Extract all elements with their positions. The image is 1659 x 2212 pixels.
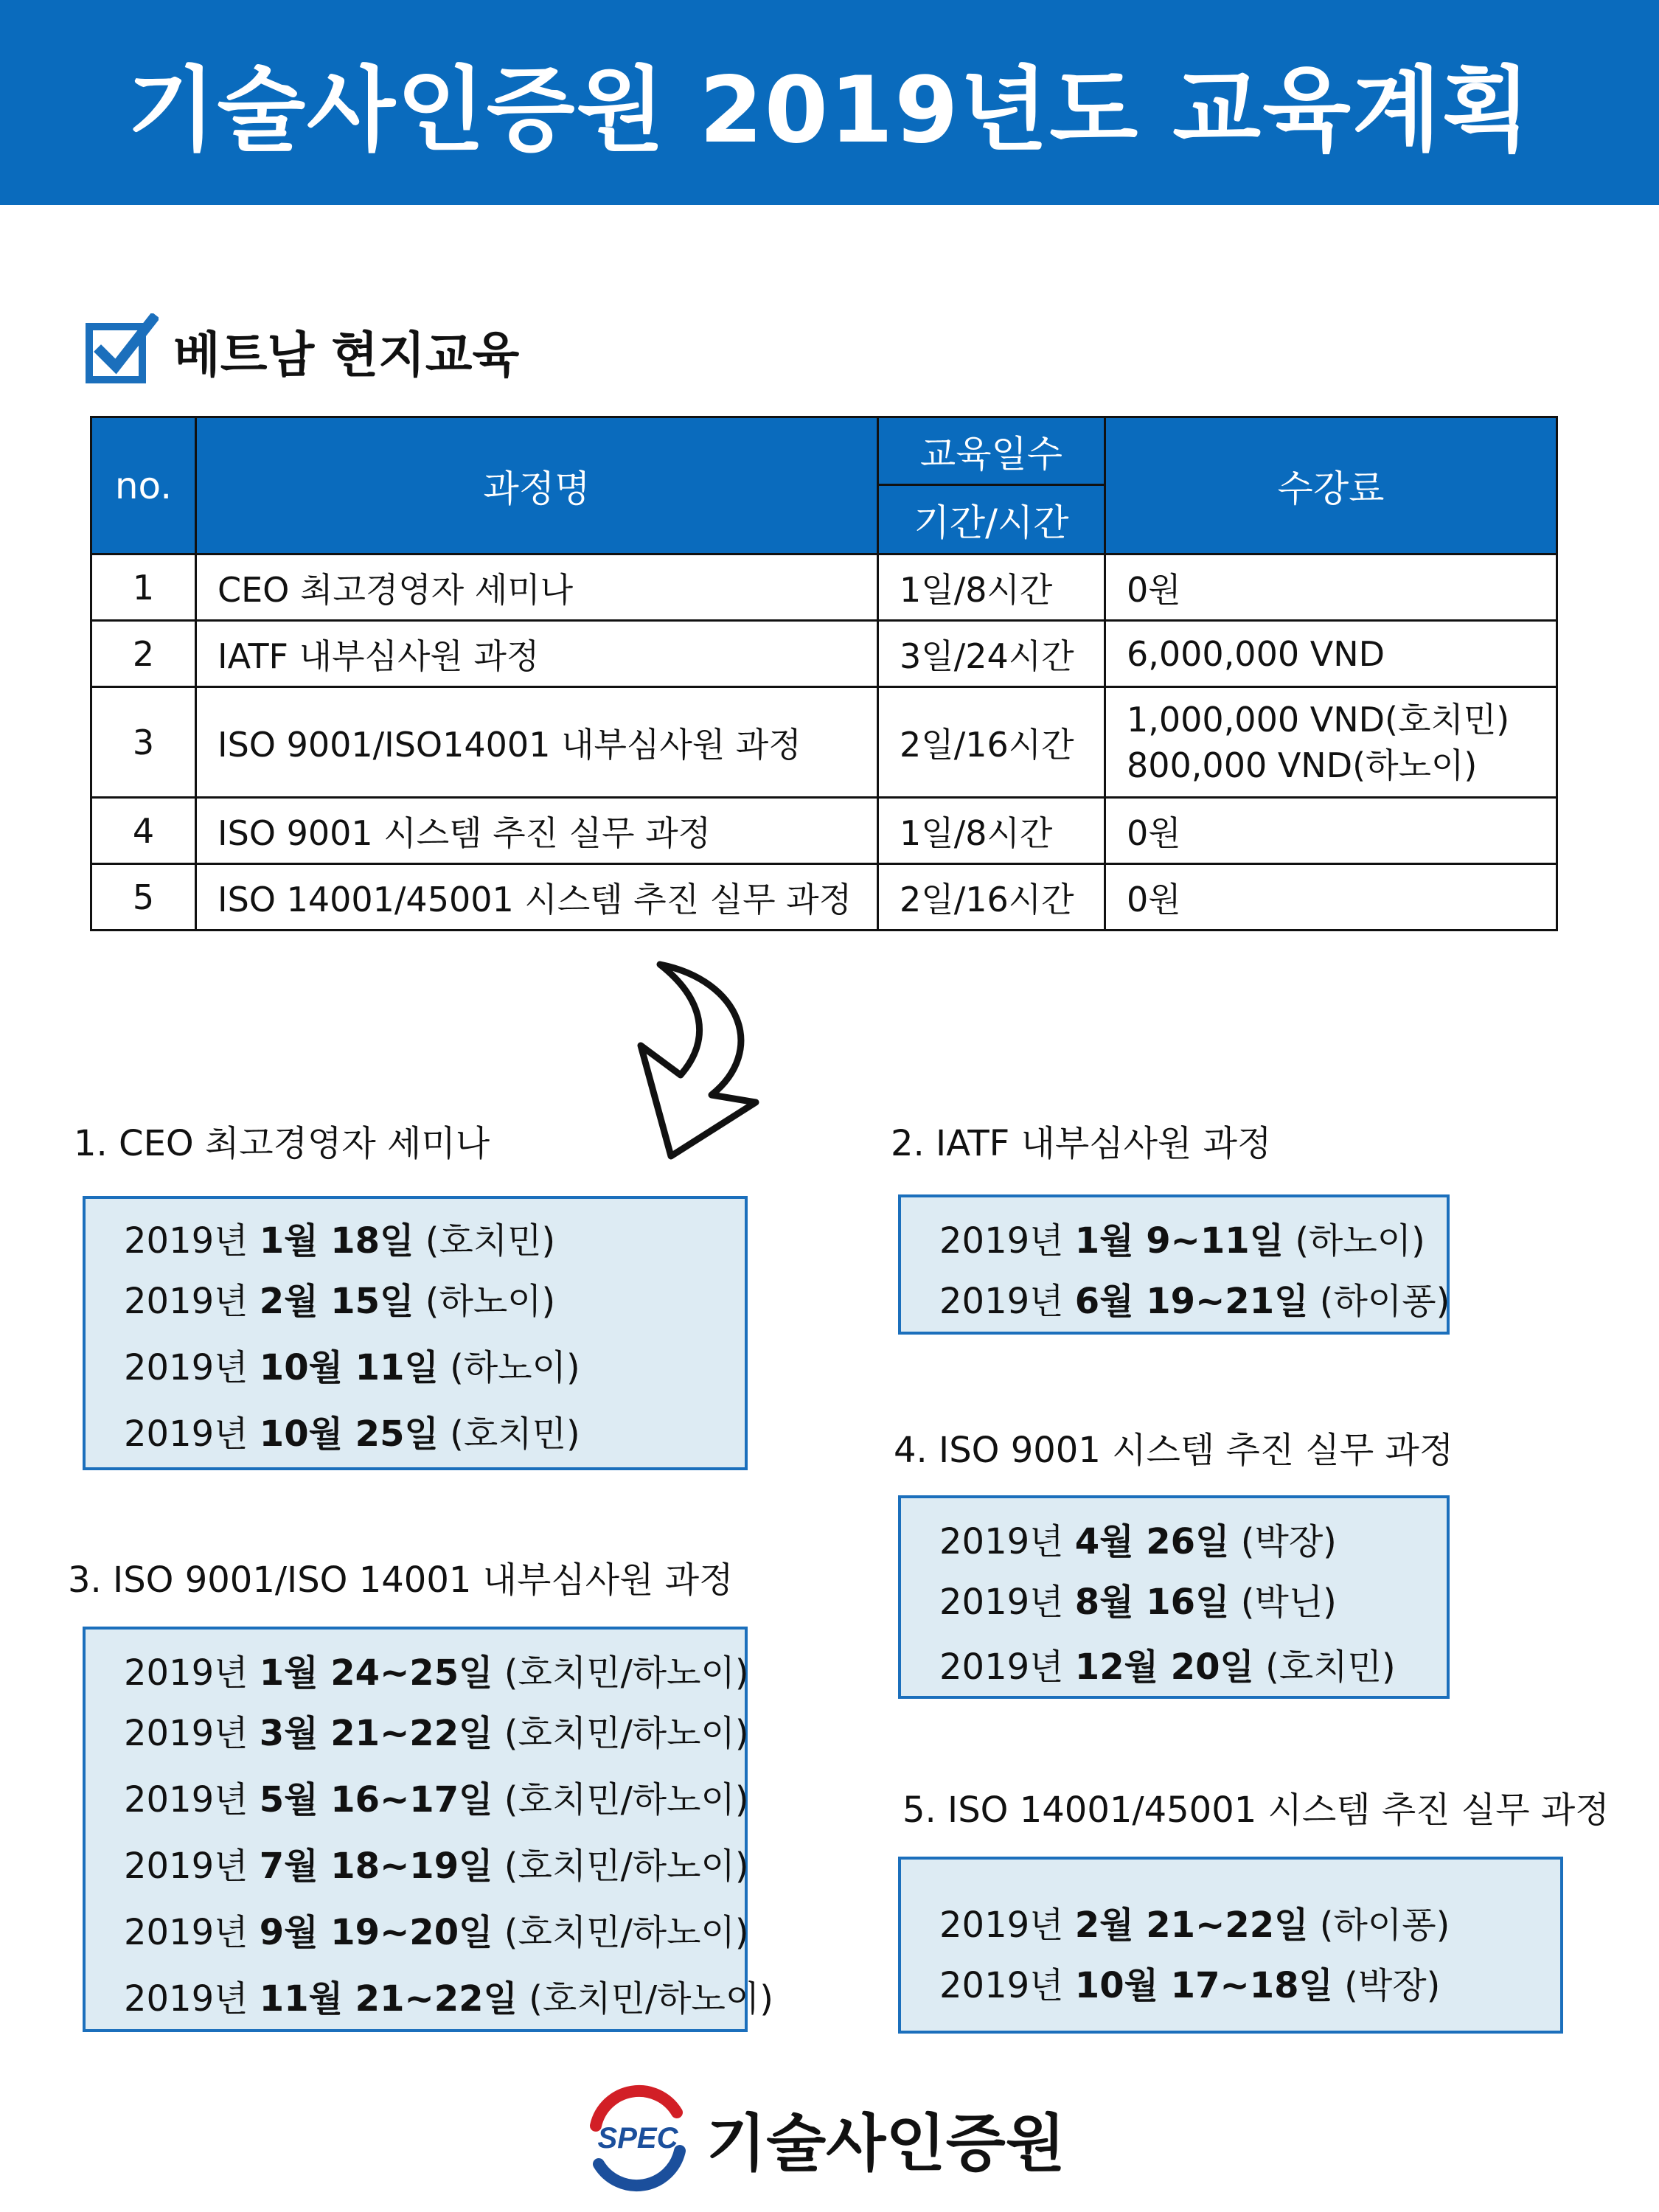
entry-year: 2019년 [124,1413,248,1455]
schedule-entry [939,1638,1396,1689]
entry-place: (호치민) [1265,1646,1396,1688]
entry-year: 2019년 [124,1912,248,1953]
schedule-entry [124,1273,555,1324]
entry-date: 9월 19~20일 [259,1912,493,1953]
row-duration: 1일/8시간 [878,798,1105,864]
row-fee [1105,687,1557,798]
table-row [91,687,1557,798]
schedule-entry [124,1339,580,1390]
row-duration: 1일/8시간 [878,554,1105,621]
row-course: CEO 최고경영자 세미나 [196,554,878,621]
section-heading [85,313,519,387]
entry-year: 2019년 [124,1713,248,1754]
header-days-group: 교육일수 [878,417,1105,485]
schedule-entry [939,1212,1425,1263]
entry-place: (호치민) [450,1413,580,1455]
entry-year: 2019년 [124,1779,248,1820]
entry-place: (호치민/하노이) [504,1846,749,1887]
schedule-title: 1. CEO 최고경영자 세미나 [74,1123,490,1164]
entry-date: 10월 11일 [259,1347,439,1388]
entry-date: 8월 16일 [1074,1582,1230,1623]
row-duration: 2일/16시간 [878,864,1105,931]
checkbox-checked-icon [85,313,159,387]
entry-date: 4월 26일 [1074,1521,1230,1562]
entry-year: 2019년 [124,1846,248,1887]
entry-date: 2월 15일 [259,1281,414,1322]
schedule-entry [939,1896,1450,1947]
header-days-sub: 기간/시간 [878,485,1105,554]
schedule-entry [124,1644,749,1695]
row-course: IATF 내부심사원 과정 [196,621,878,687]
entry-year: 2019년 [939,1965,1064,2006]
entry-place: (하노이) [1295,1220,1425,1262]
schedule-box [898,1857,1563,2034]
entry-year: 2019년 [124,1281,248,1322]
schedule-box [83,1627,773,2032]
entry-year: 2019년 [124,1220,248,1262]
entry-date: 11월 21~22일 [259,1978,518,2020]
row-no: 5 [91,864,196,931]
schedule-entry [939,1573,1337,1624]
row-fee: 0원 [1105,798,1557,864]
entry-date: 10월 25일 [259,1413,439,1455]
table-row [91,554,1557,621]
entry-date: 5월 16~17일 [259,1779,493,1820]
curved-down-arrow-icon [630,959,778,1161]
entry-date: 1월 24~25일 [259,1652,493,1694]
entry-place: (호치민/하노이) [504,1912,749,1953]
entry-date: 12월 20일 [1074,1646,1254,1688]
entry-place: (호치민/하노이) [504,1779,749,1820]
entry-year: 2019년 [939,1521,1064,1562]
entry-place: (박닌) [1240,1582,1337,1623]
row-fee: 0원 [1105,864,1557,931]
header-fee: 수강료 [1105,417,1557,554]
schedule-box [83,1196,748,1470]
row-no: 1 [91,554,196,621]
spec-logo-icon [582,2083,693,2194]
row-no: 2 [91,621,196,687]
schedule-entry [124,1904,749,1955]
row-fee-line: 800,000 VND(하노이) [1127,745,1478,785]
section-title: 베트남 현지교육 [173,326,520,383]
logo-text: 기술사인증원 [706,2107,1065,2180]
logo-mark-text: SPEC [597,2122,678,2154]
entry-place: (하노이) [450,1347,580,1388]
table-row [91,621,1557,687]
row-course: ISO 9001/ISO14001 내부심사원 과정 [196,687,878,798]
row-no: 3 [91,687,196,798]
entry-year: 2019년 [939,1281,1064,1322]
entry-date: 10월 17~18일 [1074,1965,1333,2006]
entry-place: (박장) [1344,1965,1441,2006]
schedule-box [898,1194,1450,1335]
entry-date: 3월 21~22일 [259,1713,493,1754]
entry-year: 2019년 [939,1646,1064,1688]
schedule-entry [939,1273,1450,1324]
schedule-title: 3. ISO 9001/ISO 14001 내부심사원 과정 [68,1559,734,1601]
entry-year: 2019년 [124,1652,248,1694]
entry-place: (하노이) [425,1281,556,1322]
entry-place: (호치민) [425,1220,556,1262]
schedule-entry [124,1837,749,1888]
entry-date: 2월 21~22일 [1074,1905,1309,1946]
entry-place: (하이퐁) [1319,1281,1450,1322]
table-row [91,864,1557,931]
entry-date: 7월 18~19일 [259,1846,493,1887]
row-duration: 3일/24시간 [878,621,1105,687]
schedule-entry [939,1513,1337,1564]
row-duration: 2일/16시간 [878,687,1105,798]
schedule-entry [124,1405,580,1456]
row-course: ISO 14001/45001 시스템 추진 실무 과정 [196,864,878,931]
schedule-entry [124,1970,773,2021]
table-row [91,798,1557,864]
entry-place: (호치민/하노이) [504,1652,749,1694]
entry-year: 2019년 [939,1582,1064,1623]
schedule-title: 2. IATF 내부심사원 과정 [891,1123,1272,1164]
header-no: no. [91,417,196,554]
entry-date: 1월 18일 [259,1220,414,1262]
row-no: 4 [91,798,196,864]
entry-place: (호치민/하노이) [529,1978,773,2020]
schedule-title: 5. ISO 14001/45001 시스템 추진 실무 과정 [902,1790,1610,1831]
row-course: ISO 9001 시스템 추진 실무 과정 [196,798,878,864]
schedule-box [898,1495,1450,1699]
schedule-entry [124,1212,555,1263]
schedule-title: 4. ISO 9001 시스템 추진 실무 과정 [894,1430,1454,1471]
schedule-entry [939,1957,1440,2008]
entry-place: (호치민/하노이) [504,1713,749,1754]
schedule-entry [124,1771,749,1822]
entry-year: 2019년 [124,1978,248,2020]
row-fee: 0원 [1105,554,1557,621]
entry-year: 2019년 [939,1220,1064,1262]
entry-year: 2019년 [939,1905,1064,1946]
entry-place: (하이퐁) [1319,1905,1450,1946]
entry-place: (박장) [1240,1521,1337,1562]
header-banner [0,0,1659,205]
entry-date: 1월 9~11일 [1074,1220,1284,1262]
schedule-entry [124,1705,749,1756]
entry-date: 6월 19~21일 [1074,1281,1309,1322]
header-course: 과정명 [196,417,878,554]
page-title: 기술사인증원 2019년도 교육계획 [127,58,1532,164]
entry-year: 2019년 [124,1347,248,1388]
footer-logo [582,2079,1065,2197]
row-fee: 6,000,000 VND [1105,621,1557,687]
course-table [90,416,1558,931]
row-fee-line: 1,000,000 VND(호치민) [1127,699,1510,740]
